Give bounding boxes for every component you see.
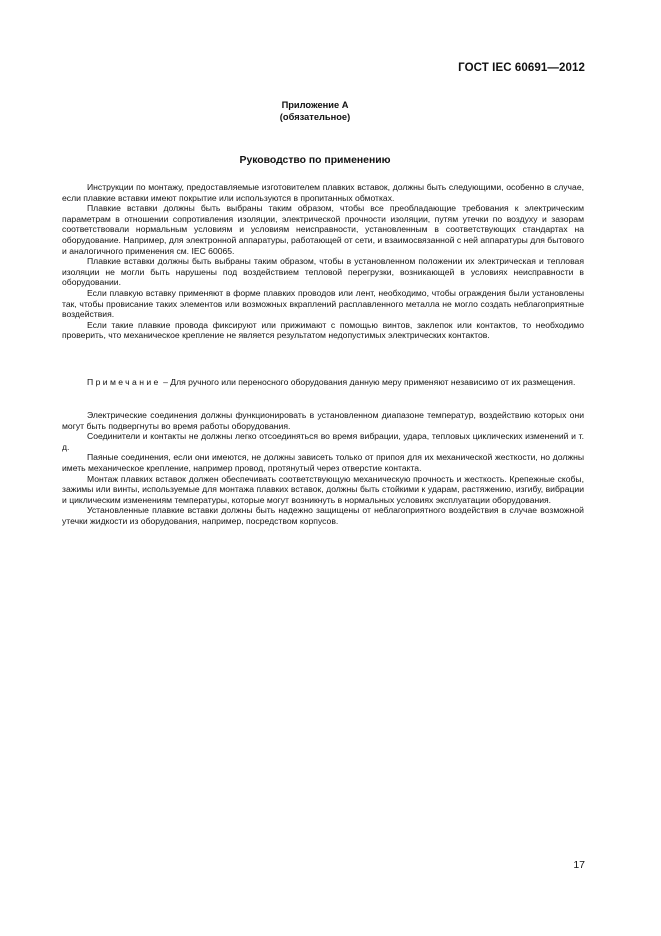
note-block: [62, 377, 584, 388]
annex-title: Приложение А: [281, 100, 349, 110]
note-label: Примечание: [87, 377, 161, 387]
paragraph: Если плавкую вставку применяют в форме плавких проводов или лент, необходимо, чтобы ограждения были установлены так, чтобы провисание таких элементов или возможных вкраплений расплавленного металла не могло создать неблагоприятные воздействия.: [62, 287, 584, 320]
paragraph: Установленные плавкие вставки должны быть надежно защищены от неблагоприятного воздействия в случае возможной утечки жидкости из оборудования, например, посредством корпусов.: [62, 505, 584, 526]
paragraph: Паяные соединения, если они имеются, не должны зависеть только от припоя для их механической жесткости, но должны иметь механическое крепление, например провод, протянутый через отверстие контакта.: [62, 452, 584, 473]
paragraph: Если такие плавкие провода фиксируют или прижимают с помощью винтов, заклепок или контактов, то необходимо проверить, что механическое крепление не является результатом недопустимых электрических контактов.: [62, 319, 584, 341]
body-block-1: [62, 182, 584, 341]
paragraph: Плавкие вставки должны быть выбраны таким образом, чтобы в установленном положении их электрическая и тепловая изоляции не могли быть нарушены под воздействием тепловой перегрузки, возникающей в условиях неисправности в оборудовании.: [62, 256, 584, 288]
body-block-2: [62, 410, 584, 527]
section-title: Руководство по применению: [239, 155, 391, 166]
document-header: ГОСТ IEC 60691—2012: [458, 62, 585, 74]
paragraph: Плавкие вставки должны быть выбраны таким образом, чтобы все преобладающие требования к электрическим параметрам в отношении сопротивления изоляции, электрической прочности изоляции, путям утечки по воздуху и зазорам соответствовали нормальным условиям и условиям неисправности, установленным в соответствующих стандартах на оборудование. Например, для электронной аппаратуры, работающей от сети, и взаимосвязанной с ней аппаратуры для бытового и аналогичного применения см. IEC 60065.: [62, 203, 584, 256]
note-text: – Для ручного или переносного оборудования данную меру применяют независимо от их размещения.: [163, 377, 576, 387]
paragraph: Инструкции по монтажу, предоставляемые изготовителем плавких вставок, должны быть следующими, особенно в случае, если плавкие вставки имеют покрытие или используются в пропитанных обмотках.: [62, 182, 584, 203]
paragraph: Электрические соединения должны функционировать в установленном диапазоне температур, воздействию которых они могут быть подвергнуты во время работы оборудования.: [62, 410, 584, 431]
annex-status: (обязательное): [279, 111, 351, 122]
note: [62, 377, 584, 388]
paragraph: Соединители и контакты не должны легко отсоединяться во время вибрации, удара, тепловых циклических изменений и т. д.: [62, 431, 584, 452]
paragraph: Монтаж плавких вставок должен обеспечивать соответствующую механическую прочность и жесткость. Крепежные скобы, зажимы или винты, используемые для монтажа плавких вставок, должны быть стойкими к ударам, растяжению, изгибу, вибрации и циклическим изменениям температуры, которые могут возникнуть в нормальных условиях эксплуатации оборудования.: [62, 473, 584, 505]
page-number: 17: [573, 859, 585, 871]
annex-heading: [0, 100, 630, 123]
